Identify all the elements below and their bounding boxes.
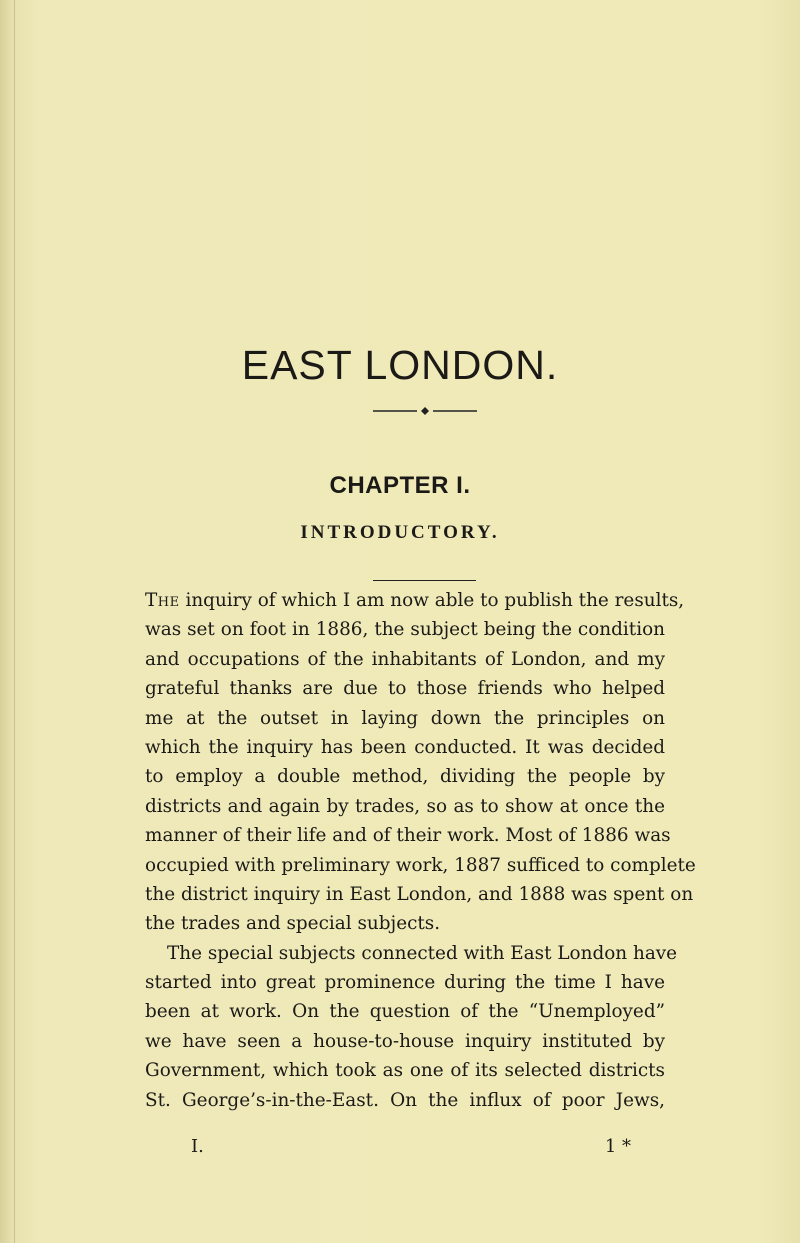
- text-line: which the inquiry has been conducted. It was decided: [145, 736, 665, 758]
- text-line: Government, which took as one of its selected districts: [145, 1060, 665, 1082]
- book-title: EAST LONDON.: [241, 342, 559, 388]
- first-word: The: [145, 590, 180, 611]
- signature-volume: I.: [191, 1136, 204, 1157]
- text-line: to employ a double method, dividing the people by: [145, 766, 665, 788]
- text-line: the trades and special subjects.: [145, 913, 441, 935]
- text-line: me at the outset in laying down the principles on: [145, 707, 665, 729]
- text-line: The inquiry of which I am now able to publish the results,: [145, 590, 685, 611]
- text-line: we have seen a house-to-house inquiry instituted by: [145, 1030, 665, 1052]
- body-text: [145, 586, 696, 1115]
- chapter-heading: CHAPTER I.: [329, 472, 471, 499]
- section-rule: [373, 580, 476, 581]
- text-line: started into great prominence during the time I have: [145, 972, 665, 994]
- page-spine-edge: [0, 0, 15, 1243]
- text-line: been at work. On the question of the “Unemployed”: [145, 1001, 665, 1023]
- text-line: grateful thanks are due to those friends who helped: [145, 678, 665, 700]
- text-line: was set on foot in 1886, the subject being the condition: [145, 619, 665, 641]
- text-line: manner of their life and of their work. Most of 1886 was: [145, 825, 671, 847]
- text-line: The special subjects connected with East London have: [167, 942, 678, 964]
- text-line: the district inquiry in East London, and 1888 was spent on: [145, 883, 694, 905]
- signature-gathering: 1 *: [604, 1136, 631, 1157]
- chapter-subtitle: INTRODUCTORY.: [300, 522, 500, 543]
- ornament-divider-icon: [373, 406, 477, 416]
- signature-marks: [191, 1136, 631, 1164]
- text-line: St. George’s-in-the-East. On the influx of poor Jews,: [145, 1089, 665, 1111]
- text-line: occupied with preliminary work, 1887 sufficed to complete: [145, 854, 696, 876]
- text-line: and occupations of the inhabitants of London, and my: [145, 648, 665, 670]
- text-line: districts and again by trades, so as to show at once the: [145, 795, 665, 817]
